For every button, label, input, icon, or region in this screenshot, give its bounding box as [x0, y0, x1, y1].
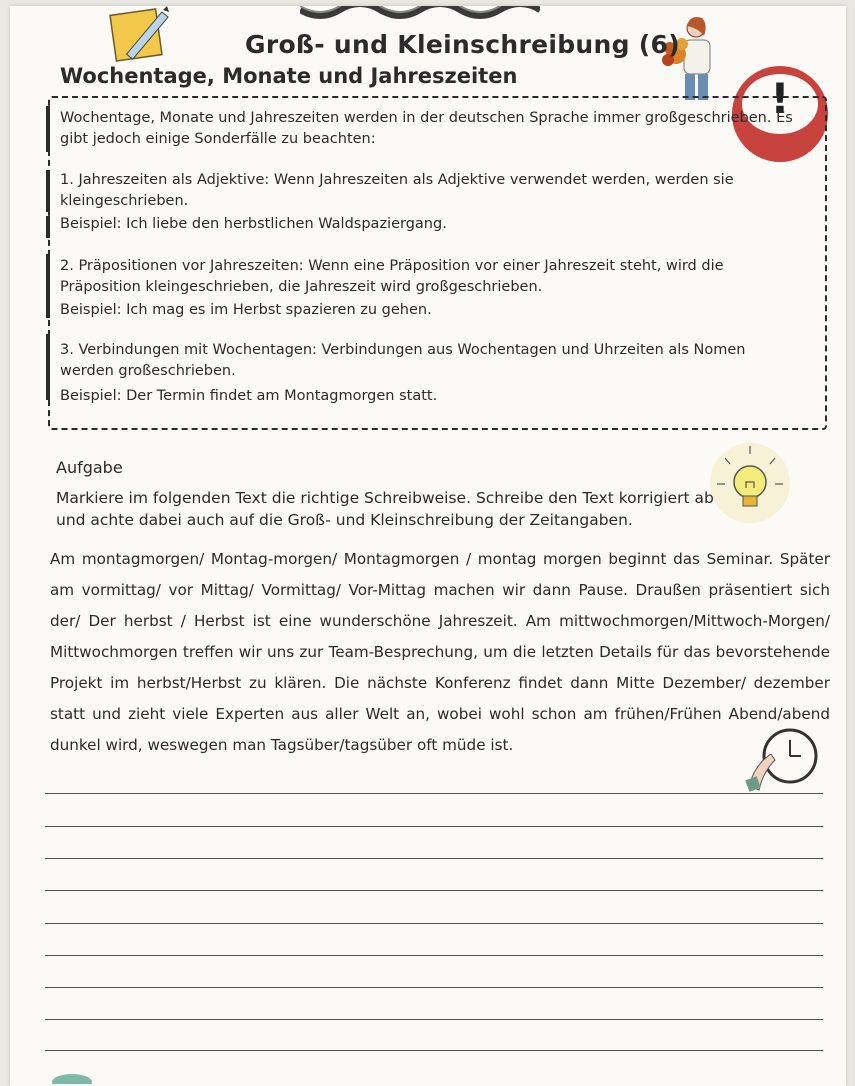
writing-line[interactable]: [45, 1019, 823, 1020]
writing-line[interactable]: [45, 955, 823, 956]
rule-1-text: 1. Jahreszeiten als Adjektive: Wenn Jahreszeiten als Adjektive verwendet werden, werden sie kleingeschrieben.: [60, 172, 734, 209]
task-instruction: Markiere im folgenden Text die richtige Schreibweise. Schreibe den Text korrigiert ab und achte dabei auch auf die Groß- und Kleinschreibung der Zeitangaben.: [56, 489, 714, 529]
writing-line[interactable]: [45, 1050, 823, 1051]
exercise-text: Am montagmorgen/ Montag-morgen/ Montagmorgen / montag morgen beginnt das Seminar. Später am vormittag/ vor Mittag/ Vormittag/ Vor-Mittag machen wir dann Pause. Draußen präsentiert sich der/ Der herbst / Herbst ist eine wunderschöne Jahreszeit. Am mittwochmorgen/Mittwoch-Morgen/ Mittwochmorgen treffen wir uns zur Team-Besprechung, um die letzten Details für das bevorstehende Projekt im herbst/Herbst zu klären. Die nächste Konferenz findet dann Mitte Dezember/ dezember statt und zieht viele Experten aus aller Welt an, wobei wohl schon am frühen/Frühen Abend/abend dunkel wird, weswegen man Tagsüber/tagsüber oft müde ist.: [50, 550, 830, 754]
task-label: Aufgabe: [56, 458, 123, 477]
wave-ornament-icon: [300, 6, 540, 24]
writing-line[interactable]: [45, 890, 823, 891]
page-subtitle: Wochentage, Monate und Jahreszeiten: [60, 64, 518, 88]
writing-line[interactable]: [45, 923, 823, 924]
rule-2-text: 2. Präpositionen vor Jahreszeiten: Wenn eine Präposition vor einer Jahreszeit steht, wird die Präposition kleingeschrieben, die Jahreszeit wird großgeschrieben.: [60, 258, 724, 295]
writing-line[interactable]: [45, 793, 823, 794]
writing-line[interactable]: [45, 987, 823, 988]
clock-icon: [745, 724, 820, 794]
rule-3-example: Beispiel: Der Termin findet am Montagmorgen statt.: [60, 388, 438, 404]
writing-line[interactable]: [45, 858, 823, 859]
worksheet-page: [10, 6, 846, 1086]
rule-3-text: 3. Verbindungen mit Wochentagen: Verbindungen aus Wochentagen und Uhrzeiten als Nomen werden großeschrieben.: [60, 342, 746, 379]
corner-decoration-icon: [50, 1064, 110, 1084]
rule-1-example: Beispiel: Ich liebe den herbstlichen Waldspaziergang.: [60, 216, 447, 232]
lightbulb-icon: [705, 438, 795, 528]
exclamation-icon: !: [770, 74, 790, 123]
sticky-note-pencil-icon: [105, 6, 180, 66]
rule-2-example: Beispiel: Ich mag es im Herbst spazieren zu gehen.: [60, 302, 432, 318]
rules-intro: Wochentage, Monate und Jahreszeiten werden in der deutschen Sprache immer großgeschrieben. Es gibt jedoch einige Sonderfälle zu beachten:: [60, 110, 793, 147]
writing-line[interactable]: [45, 826, 823, 827]
page-title: Groß- und Kleinschreibung (6): [245, 30, 680, 59]
